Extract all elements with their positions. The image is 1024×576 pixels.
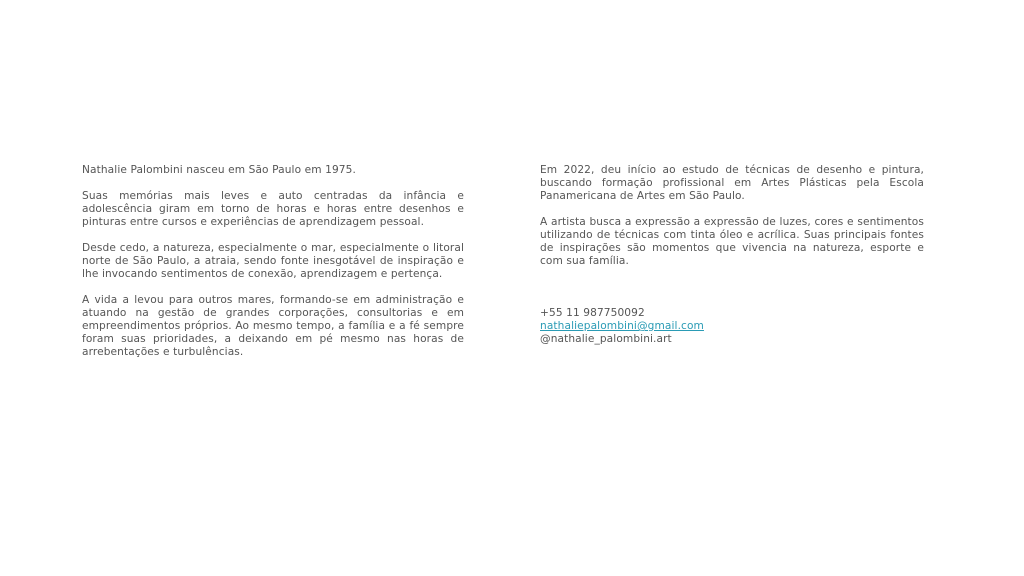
contact-instagram: @nathalie_palombini.art: [540, 333, 672, 345]
contact-phone: +55 11 987750092: [540, 307, 645, 319]
bio-paragraph-study: Em 2022, deu início ao estudo de técnicas de desenho e pintura, buscando formação profissional em Artes Plásticas pela Escola Panamericana de Artes em São Paulo.: [540, 164, 924, 202]
bio-paragraph-career: A vida a levou para outros mares, formando-se em administração e atuando na gestão de grandes corporações, consultorias e em empreendimentos próprios. Ao mesmo tempo, a família e a fé sempre foram suas prioridades, a deixando em pé mesmo nas horas de arrebentações e turbulências.: [82, 294, 464, 358]
bio-left-column: [82, 164, 464, 372]
bio-paragraph-birth: Nathalie Palombini nasceu em São Paulo em 1975.: [82, 164, 356, 176]
bio-paragraph-nature: Desde cedo, a natureza, especialmente o mar, especialmente o litoral norte de São Paulo, a atraia, sendo fonte inesgotável de inspiração e lhe invocando sentimentos de conexão, aprendizagem e pertença.: [82, 242, 464, 280]
contact-block: [540, 307, 924, 346]
contact-email-link[interactable]: nathaliepalombini@gmail.com: [540, 320, 704, 332]
bio-paragraph-expression: A artista busca a expressão a expressão de luzes, cores e sentimentos utilizando de técnicas com tinta óleo e acrílica. Suas principais fontes de inspirações são momentos que vivencia na natureza, esporte e com sua família.: [540, 216, 924, 267]
bio-paragraph-childhood: Suas memórias mais leves e auto centradas da infância e adolescência giram em torno de horas e horas entre desenhos e pinturas entre cursos e experiências de aprendizagem pessoal.: [82, 190, 464, 228]
bio-right-column: [540, 164, 924, 346]
